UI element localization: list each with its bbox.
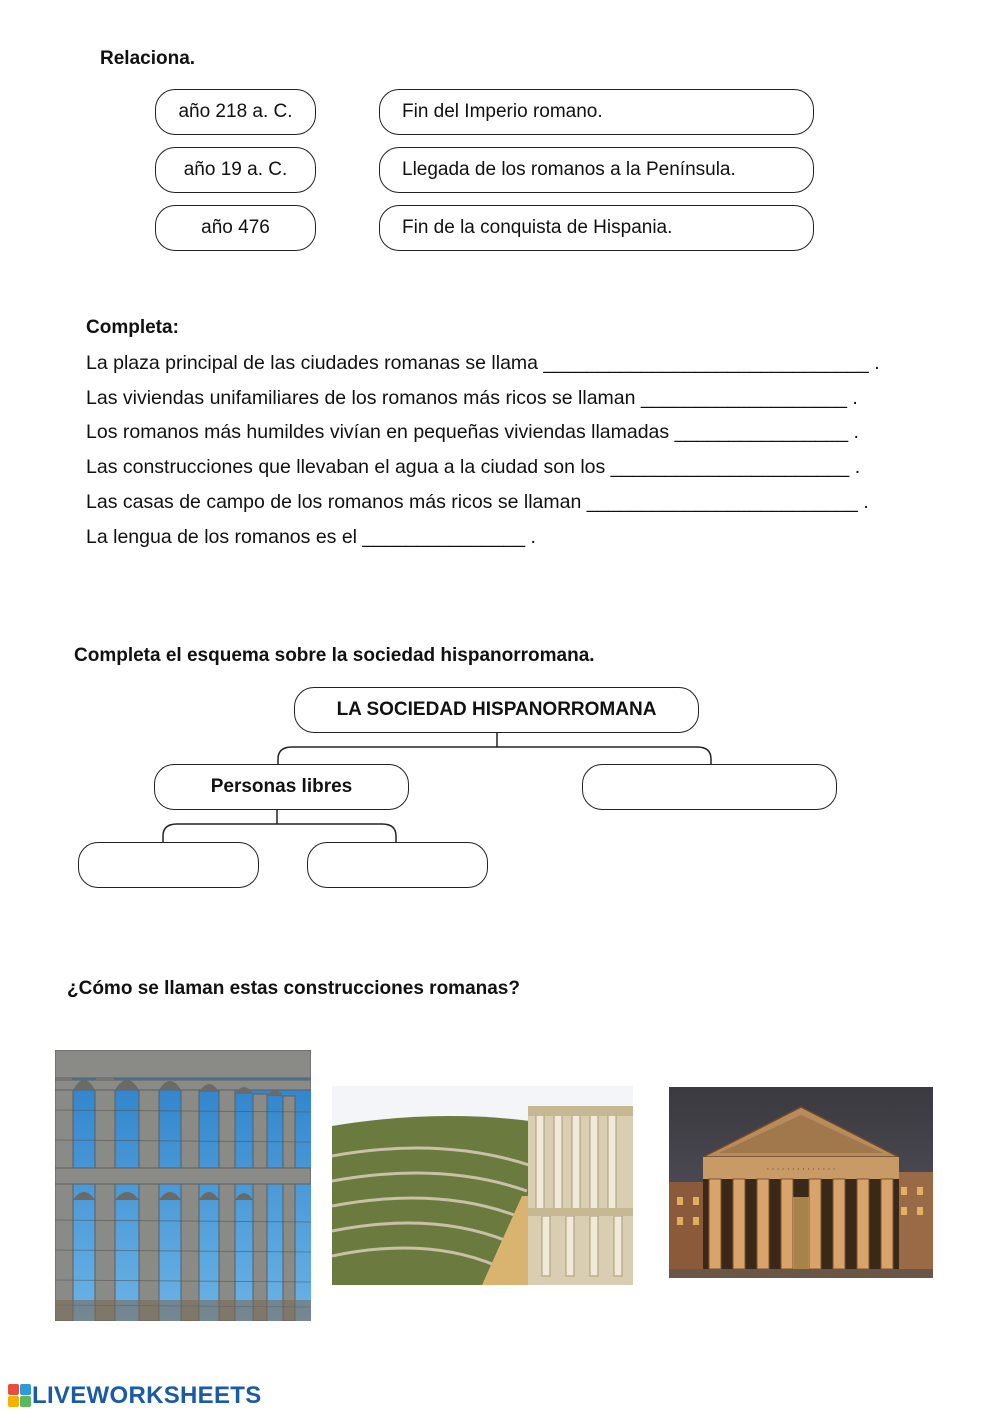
liveworksheets-logo[interactable]: [8, 1382, 262, 1410]
roman-theatre-photo: [332, 1086, 633, 1285]
relaciona-heading: Relaciona.: [100, 48, 196, 69]
event-box[interactable]: Llegada de los romanos a la Península.: [379, 147, 814, 193]
liveworksheets-logo-icon: [8, 1384, 32, 1408]
fill-sentence[interactable]: Los romanos más humildes vivían en pequeñas viviendas llamadas ________________ .: [86, 421, 859, 443]
fill-sentence[interactable]: La lengua de los romanos es el _______________ .: [86, 526, 536, 548]
esquema-heading: Completa el esquema sobre la sociedad hispanorromana.: [74, 645, 595, 666]
fill-sentence[interactable]: Las casas de campo de los romanos más ricos se llaman _________________________ .: [86, 491, 869, 513]
year-box[interactable]: año 476: [155, 205, 316, 251]
fill-sentence[interactable]: Las viviendas unifamiliares de los romanos más ricos se llaman ___________________ .: [86, 387, 858, 409]
scheme-blank-box[interactable]: [307, 842, 488, 888]
liveworksheets-logo-text: LIVEWORKSHEETS: [32, 1382, 262, 1409]
fill-sentence[interactable]: Las construcciones que llevaban el agua a la ciudad son los ______________________ .: [86, 456, 861, 478]
event-box[interactable]: Fin del Imperio romano.: [379, 89, 814, 135]
scheme-free-people-box: Personas libres: [154, 764, 409, 810]
pantheon-photo: [669, 1087, 933, 1278]
completa-heading: Completa:: [86, 317, 179, 338]
year-box[interactable]: año 19 a. C.: [155, 147, 316, 193]
scheme-root-box: LA SOCIEDAD HISPANORROMANA: [294, 687, 699, 733]
construcciones-heading: ¿Cómo se llaman estas construcciones romanas?: [67, 978, 520, 999]
aqueduct-photo: [55, 1050, 311, 1321]
pantheon-inscription-decor: · · · · · · · · · · · · · ·: [766, 1165, 836, 1174]
scheme-blank-box[interactable]: [582, 764, 837, 810]
event-box[interactable]: Fin de la conquista de Hispania.: [379, 205, 814, 251]
scheme-blank-box[interactable]: [78, 842, 259, 888]
year-box[interactable]: año 218 a. C.: [155, 89, 316, 135]
fill-sentence[interactable]: La plaza principal de las ciudades romanas se llama ______________________________ .: [86, 352, 880, 374]
